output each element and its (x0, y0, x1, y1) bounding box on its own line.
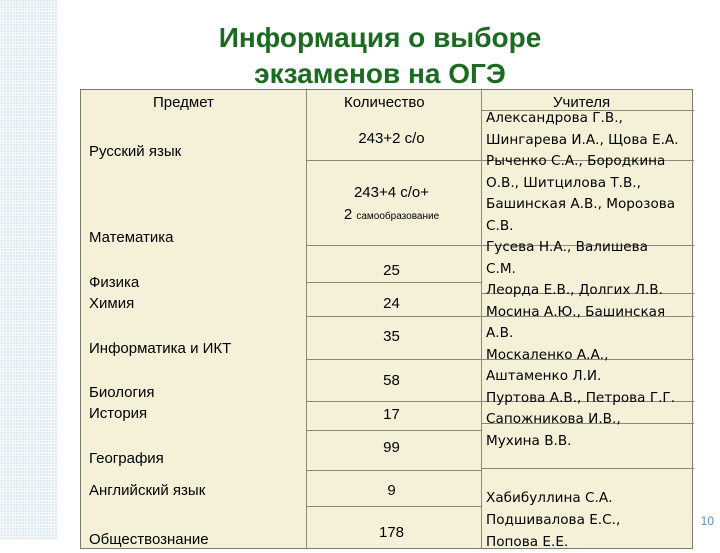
header-teachers: Учителя (553, 94, 610, 111)
count-cell: 9 (299, 482, 484, 499)
row-divider (481, 468, 694, 469)
page-title-line2: экзаменов на ОГЭ (150, 56, 610, 92)
teacher-line: Хабибуллина С.А. (486, 488, 612, 510)
row-divider (306, 401, 481, 402)
row-divider (306, 470, 481, 471)
subject-cell: История (89, 405, 147, 422)
teacher-line: Гусева Н.А., Валишева (486, 237, 648, 259)
teacher-line: Шингарева И.А., Щова Е.А. (486, 130, 679, 152)
exam-choice-table (80, 89, 693, 549)
teacher-line: Башинская А.В., Морозова (486, 194, 675, 216)
teacher-line: Попова Е.Е. (486, 532, 568, 553)
count-cell: 178 (299, 524, 484, 541)
teacher-line: Мосина А.Ю., Башинская (486, 302, 665, 324)
count-note: самообразование (356, 211, 439, 222)
teacher-line: С.М. (486, 259, 516, 281)
subject-cell: Русский язык (89, 143, 181, 160)
count-cell: 243+2 с/о (299, 130, 484, 147)
row-divider (306, 430, 481, 431)
row-divider (306, 245, 481, 246)
row-divider (306, 506, 481, 507)
page-title-line1: Информация о выборе (150, 20, 610, 56)
subject-cell: География (89, 450, 164, 467)
teacher-line: Пуртова А.В., Петрова Г.Г. (486, 388, 675, 410)
teacher-line: А.В. (486, 323, 513, 345)
teacher-line: Александрова Г.В., (486, 108, 623, 130)
teacher-line: С.В. (486, 216, 513, 238)
count-cell: 243+4 с/о+ (299, 184, 484, 201)
subject-cell: Английский язык (89, 482, 205, 499)
teacher-line: Рыченко С.А., Бородкина (486, 151, 665, 173)
subject-cell: Физика (89, 274, 139, 291)
count-cell: 17 (299, 406, 484, 423)
teacher-line: Аштаменко Л.И. (486, 366, 601, 388)
header-count: Количество (344, 94, 425, 111)
teacher-line: Подшивалова Е.С., (486, 510, 620, 532)
page-number: 10 (701, 514, 714, 528)
count-cell (299, 206, 484, 223)
subject-cell: Химия (89, 295, 134, 312)
count-cell: 58 (299, 372, 484, 389)
row-divider (306, 359, 481, 360)
subject-cell: Биология (89, 384, 154, 401)
teacher-line: Мухина В.В. (486, 431, 572, 453)
row-divider (306, 282, 481, 283)
count-number: 2 (344, 206, 352, 223)
header-subject: Предмет (153, 94, 214, 111)
row-divider (306, 160, 481, 161)
column-divider (481, 90, 482, 548)
subject-cell: Обществознание (89, 531, 209, 548)
teacher-line: Сапожникова И.В., (486, 409, 621, 431)
teacher-line: Москаленко А.А., (486, 345, 608, 367)
count-cell: 99 (299, 439, 484, 456)
count-cell: 24 (299, 295, 484, 312)
subject-cell: Математика (89, 229, 174, 246)
row-divider (306, 316, 481, 317)
teacher-line: Леорда Е.В., Долгих Л.В. (486, 280, 663, 302)
decorative-side-stripe (0, 0, 58, 540)
column-divider (306, 90, 307, 548)
count-cell: 35 (299, 328, 484, 345)
count-cell: 25 (299, 262, 484, 279)
subject-cell: Информатика и ИКТ (89, 340, 231, 357)
teacher-line: О.В., Шитцилова Т.В., (486, 173, 641, 195)
